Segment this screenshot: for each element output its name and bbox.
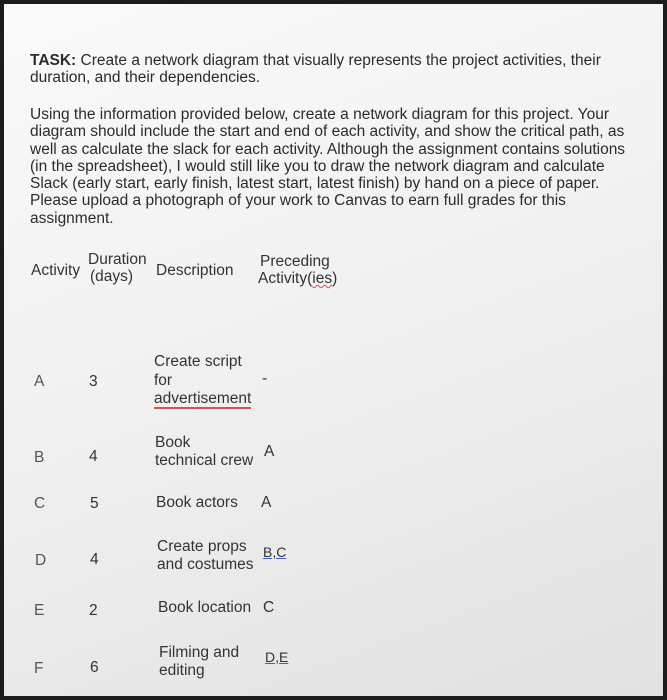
row-a-preceding: - xyxy=(262,370,268,387)
instructions-paragraph: Using the information provided below, create a network diagram for this project. Your diagram should include the start and end of each activity, and show the critical path, as well as calculate the slack for each activity. Although the assignment contains solutions (in the spreadsheet), I would still like you to draw the network diagram and calculate Slack (early start, early finish, latest start, latest finish) by hand on a piece of paper. Please upload a photograph of your work to Canvas to earn full grades for this assignment. xyxy=(30,106,626,227)
row-a-description-line1: Create script xyxy=(154,353,242,370)
row-f-description-line1: Filming and xyxy=(159,644,240,661)
header-preceding-line2: Activity(ies) xyxy=(258,270,338,287)
row-f-description-line2: editing xyxy=(159,662,205,679)
header-duration-line1: Duration xyxy=(88,251,147,268)
row-c-activity: C xyxy=(34,495,46,512)
row-c-preceding: A xyxy=(261,494,272,511)
document-photo xyxy=(4,4,663,696)
row-e-preceding: C xyxy=(263,599,275,616)
row-d-description-line1: Create props xyxy=(157,538,247,555)
row-b-activity: B xyxy=(34,449,45,466)
row-f-duration: 6 xyxy=(90,659,99,676)
row-b-description-line2: technical crew xyxy=(155,452,254,469)
header-preceding-ies: ies xyxy=(312,270,333,287)
header-duration-line2: (days) xyxy=(90,268,134,285)
row-d-duration: 4 xyxy=(90,551,99,568)
row-c-description-line1: Book actors xyxy=(156,494,238,511)
row-d-preceding: B,C xyxy=(263,544,287,560)
row-c-duration: 5 xyxy=(90,495,99,512)
task-paragraph xyxy=(30,52,620,86)
row-e-description-line1: Book location xyxy=(158,599,252,616)
row-a-description-line3: advertisement xyxy=(154,390,252,407)
row-b-preceding: A xyxy=(264,443,275,460)
row-e-activity: E xyxy=(34,602,45,619)
row-a-activity: A xyxy=(34,373,45,390)
header-description: Description xyxy=(156,262,234,279)
row-a-description-line2: for xyxy=(154,372,173,389)
row-b-description-line1: Book xyxy=(155,434,191,451)
task-text: Create a network diagram that visually represents the project activities, their duration, and their dependencies. xyxy=(30,52,601,86)
row-d-activity: D xyxy=(35,552,47,569)
task-label: TASK: xyxy=(30,52,77,69)
row-b-duration: 4 xyxy=(89,448,98,465)
row-e-duration: 2 xyxy=(89,602,98,619)
row-a-duration: 3 xyxy=(89,373,98,390)
header-preceding-line1: Preceding xyxy=(260,253,330,270)
row-d-description-line2: and costumes xyxy=(157,556,254,573)
row-f-preceding: D,E xyxy=(265,649,289,665)
header-activity: Activity xyxy=(31,262,81,279)
row-f-activity: F xyxy=(34,660,44,677)
